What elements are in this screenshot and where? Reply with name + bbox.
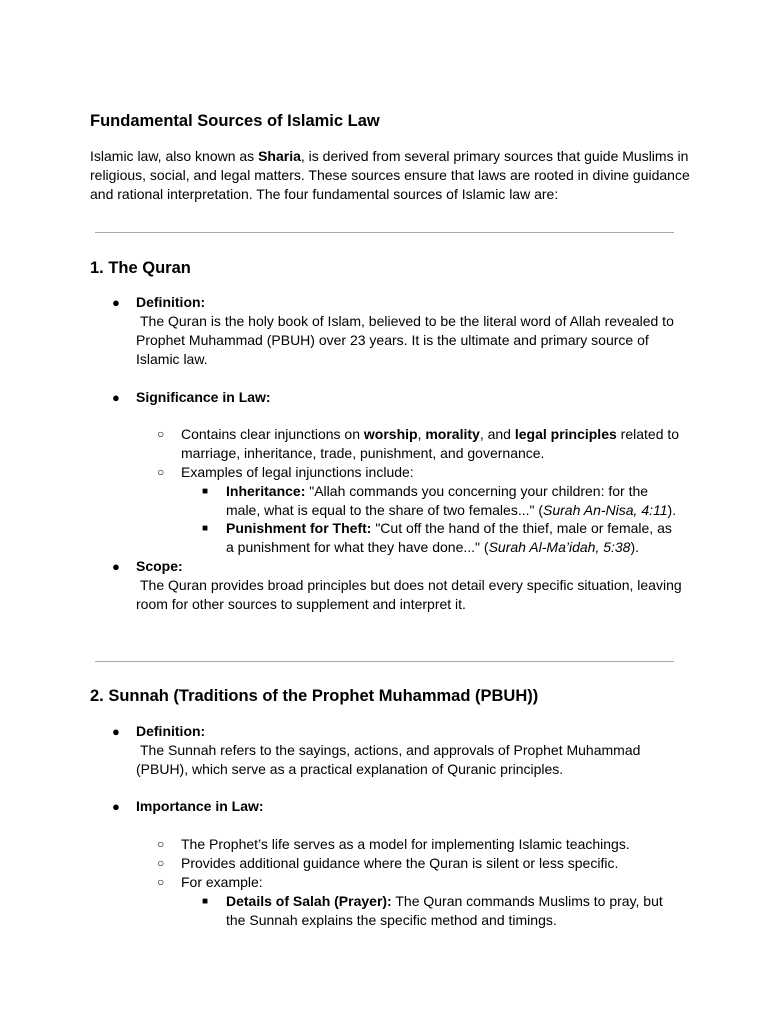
sunnah-definition-label: Definition: <box>136 723 206 739</box>
theft-label: Punishment for Theft: <box>226 520 372 536</box>
injunctions-text-rest: related to marriage, inheritance, trade, punishment, and governance. <box>181 426 680 461</box>
inheritance-reference: Surah An-Nisa, 4:11 <box>543 502 668 518</box>
bullet-square-icon: ■ <box>202 523 209 534</box>
sunnah-heading: 2. Sunnah (Traditions of the Prophet Muhammad (PBUH)) <box>90 687 539 705</box>
intro-text-start: Islamic law, also known as <box>90 148 259 164</box>
inheritance-label: Inheritance: <box>226 483 306 499</box>
salah-label: Details of Salah (Prayer): <box>226 893 392 909</box>
quran-heading: 1. The Quran <box>90 259 191 277</box>
document-title: Fundamental Sources of Islamic Law <box>90 112 380 130</box>
bullet-circle-icon: ○ <box>157 837 165 851</box>
theft-text: "Cut off the hand of the thief, male or female, as a punishment for what they have done..." ( <box>226 520 672 555</box>
quran-scope <box>136 557 696 614</box>
theft-end: ). <box>630 539 640 555</box>
inheritance-end: ). <box>667 502 677 518</box>
injunctions-text: Contains clear injunctions on <box>181 426 364 442</box>
bullet-square-icon: ■ <box>202 896 209 907</box>
bullet-square-icon: ■ <box>202 486 209 497</box>
theft-reference: Surah Al-Ma’idah, 5:38 <box>488 539 631 555</box>
quran-definition-label: Definition: <box>136 294 206 310</box>
quran-examples-item: Examples of legal injunctions include: <box>181 464 414 480</box>
bullet-dot-icon: ● <box>112 724 120 739</box>
injunctions-morality: morality <box>425 426 480 442</box>
quran-injunctions-item <box>181 425 686 463</box>
section-divider <box>95 661 674 662</box>
sunnah-item: Provides additional guidance where the Quran is silent or less specific. <box>181 855 619 871</box>
bullet-circle-icon: ○ <box>157 465 165 479</box>
intro-sharia-term: Sharia <box>258 148 301 164</box>
quran-scope-label: Scope: <box>136 558 183 574</box>
theft-example <box>226 519 682 557</box>
quran-definition-text: The Quran is the holy book of Islam, believed to be the literal word of Allah revealed to Prophet Muhammad (PBUH) over 23 years. It is the ultimate and primary source of Islamic law. <box>136 313 674 367</box>
injunctions-worship: worship <box>363 426 418 442</box>
injunctions-legal-principles: legal principles <box>514 426 617 442</box>
sunnah-item: For example: <box>181 874 263 890</box>
inheritance-example <box>226 482 682 520</box>
bullet-circle-icon: ○ <box>157 427 165 441</box>
sunnah-item: The Prophet’s life serves as a model for implementing Islamic teachings. <box>181 836 630 852</box>
sunnah-definition <box>136 722 696 779</box>
bullet-dot-icon: ● <box>112 295 120 310</box>
inheritance-text: "Allah commands you concerning your children: for the male, what is equal to the share of two females..." ( <box>226 483 649 518</box>
quran-significance-label <box>136 388 696 407</box>
sunnah-definition-text: The Sunnah refers to the sayings, actions, and approvals of Prophet Muhammad (PBUH), which serve as a practical explanation of Quranic principles. <box>136 742 641 777</box>
quran-scope-text: The Quran provides broad principles but does not detail every specific situation, leaving room for other sources to supplement and interpret it. <box>136 577 682 612</box>
bullet-dot-icon: ● <box>112 390 120 405</box>
sunnah-importance-label-text: Importance in Law: <box>136 798 264 814</box>
quran-definition <box>136 293 696 369</box>
quran-significance-label-text: Significance in Law: <box>136 389 271 405</box>
bullet-circle-icon: ○ <box>157 856 165 870</box>
bullet-dot-icon: ● <box>112 799 120 814</box>
sunnah-importance-label <box>136 797 696 816</box>
intro-paragraph <box>90 147 690 204</box>
section-divider <box>95 232 674 233</box>
intro-text-rest: , is derived from several primary sources that guide Muslims in religious, social, and legal matters. These sources ensure that laws are rooted in divine guidance and rational interpretation. The four fundamental sources of Islamic law are: <box>90 148 690 202</box>
bullet-dot-icon: ● <box>112 559 120 574</box>
injunctions-sep: , <box>417 426 426 442</box>
salah-text: The Quran commands Muslims to pray, but the Sunnah explains the specific method and timings. <box>226 893 663 928</box>
salah-example <box>226 892 682 930</box>
bullet-circle-icon: ○ <box>157 875 165 889</box>
injunctions-sep: , and <box>479 426 515 442</box>
